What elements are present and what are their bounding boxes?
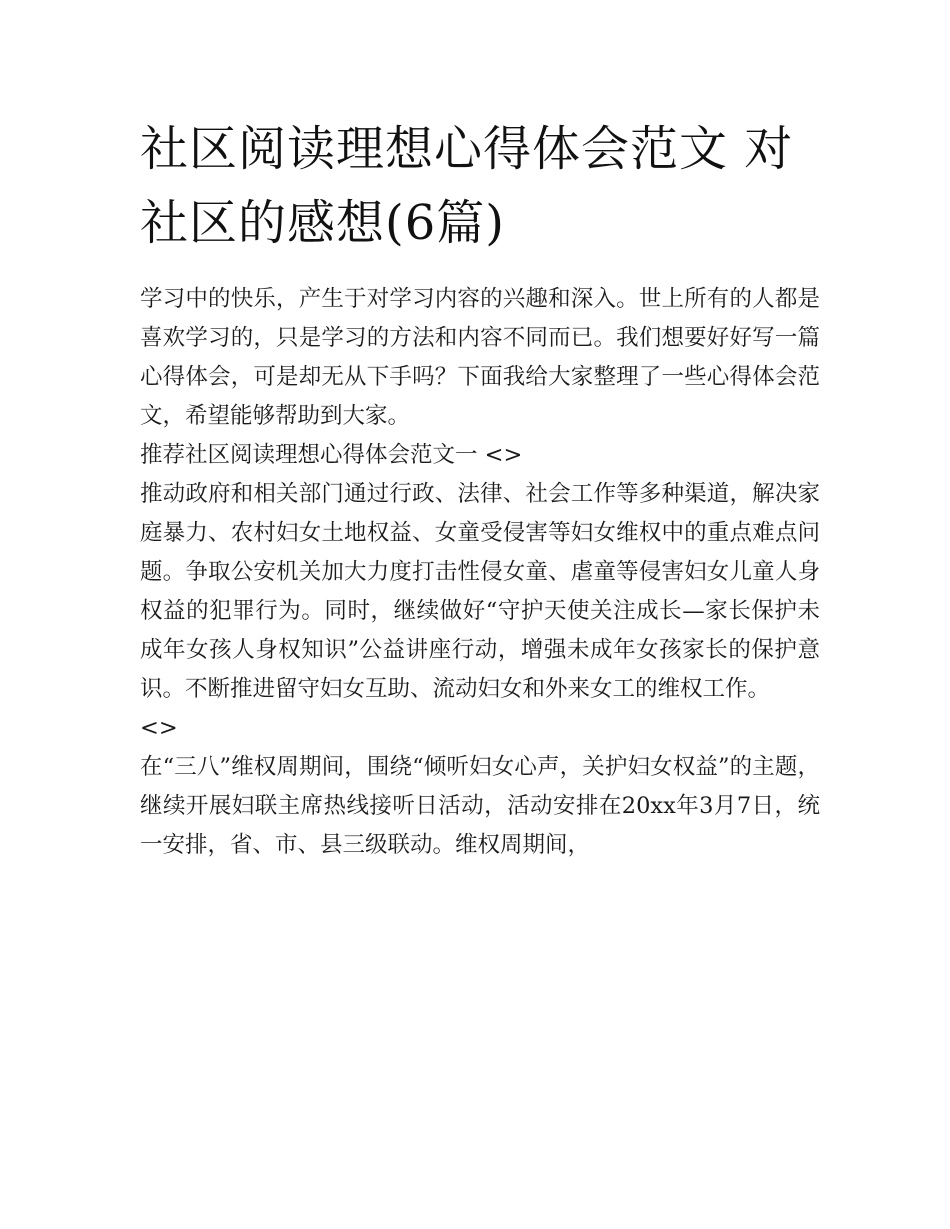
paragraph-rights-work: 推动政府和相关部门通过行政、法律、社会工作等多种渠道，解决家庭暴力、农村妇女土地权益、女童受侵害等妇女维权中的重点难点问题。争取公安机关加大力度打击性侵女童、虐童等侵害妇女儿童人身权益的犯罪行为。同时，继续做好“守护天使关注成长—家长保护未成年女孩人身权知识”公益讲座行动，增强未成年女孩家长的保护意识。不断推进留守妇女互助、流动妇女和外来女工的维权工作。 [140,481,820,702]
section-heading-1: 推荐社区阅读理想心得体会范文一 <> [140,442,523,468]
document-content [140,112,820,865]
document-title: 社区阅读理想心得体会范文 对社区的感想(6篇) [140,121,794,251]
document-body [140,280,820,865]
paragraph-intro: 学习中的快乐，产生于对学习内容的兴趣和深入。世上所有的人都是喜欢学习的，只是学习的方法和内容不同而已。我们想要好好写一篇心得体会，可是却无从下手吗？下面我给大家整理了一些心得体会范文，希望能够帮助到大家。 [140,286,820,429]
paragraph-separator: <> [140,715,178,741]
paragraph-rights-week: 在“三八”维权周期间，围绕“倾听妇女心声，关护妇女权益”的主题，继续开展妇联主席热线接听日活动，活动安排在20xx年3月7日，统一安排，省、市、县三级联动。维权周期间， [140,754,820,858]
